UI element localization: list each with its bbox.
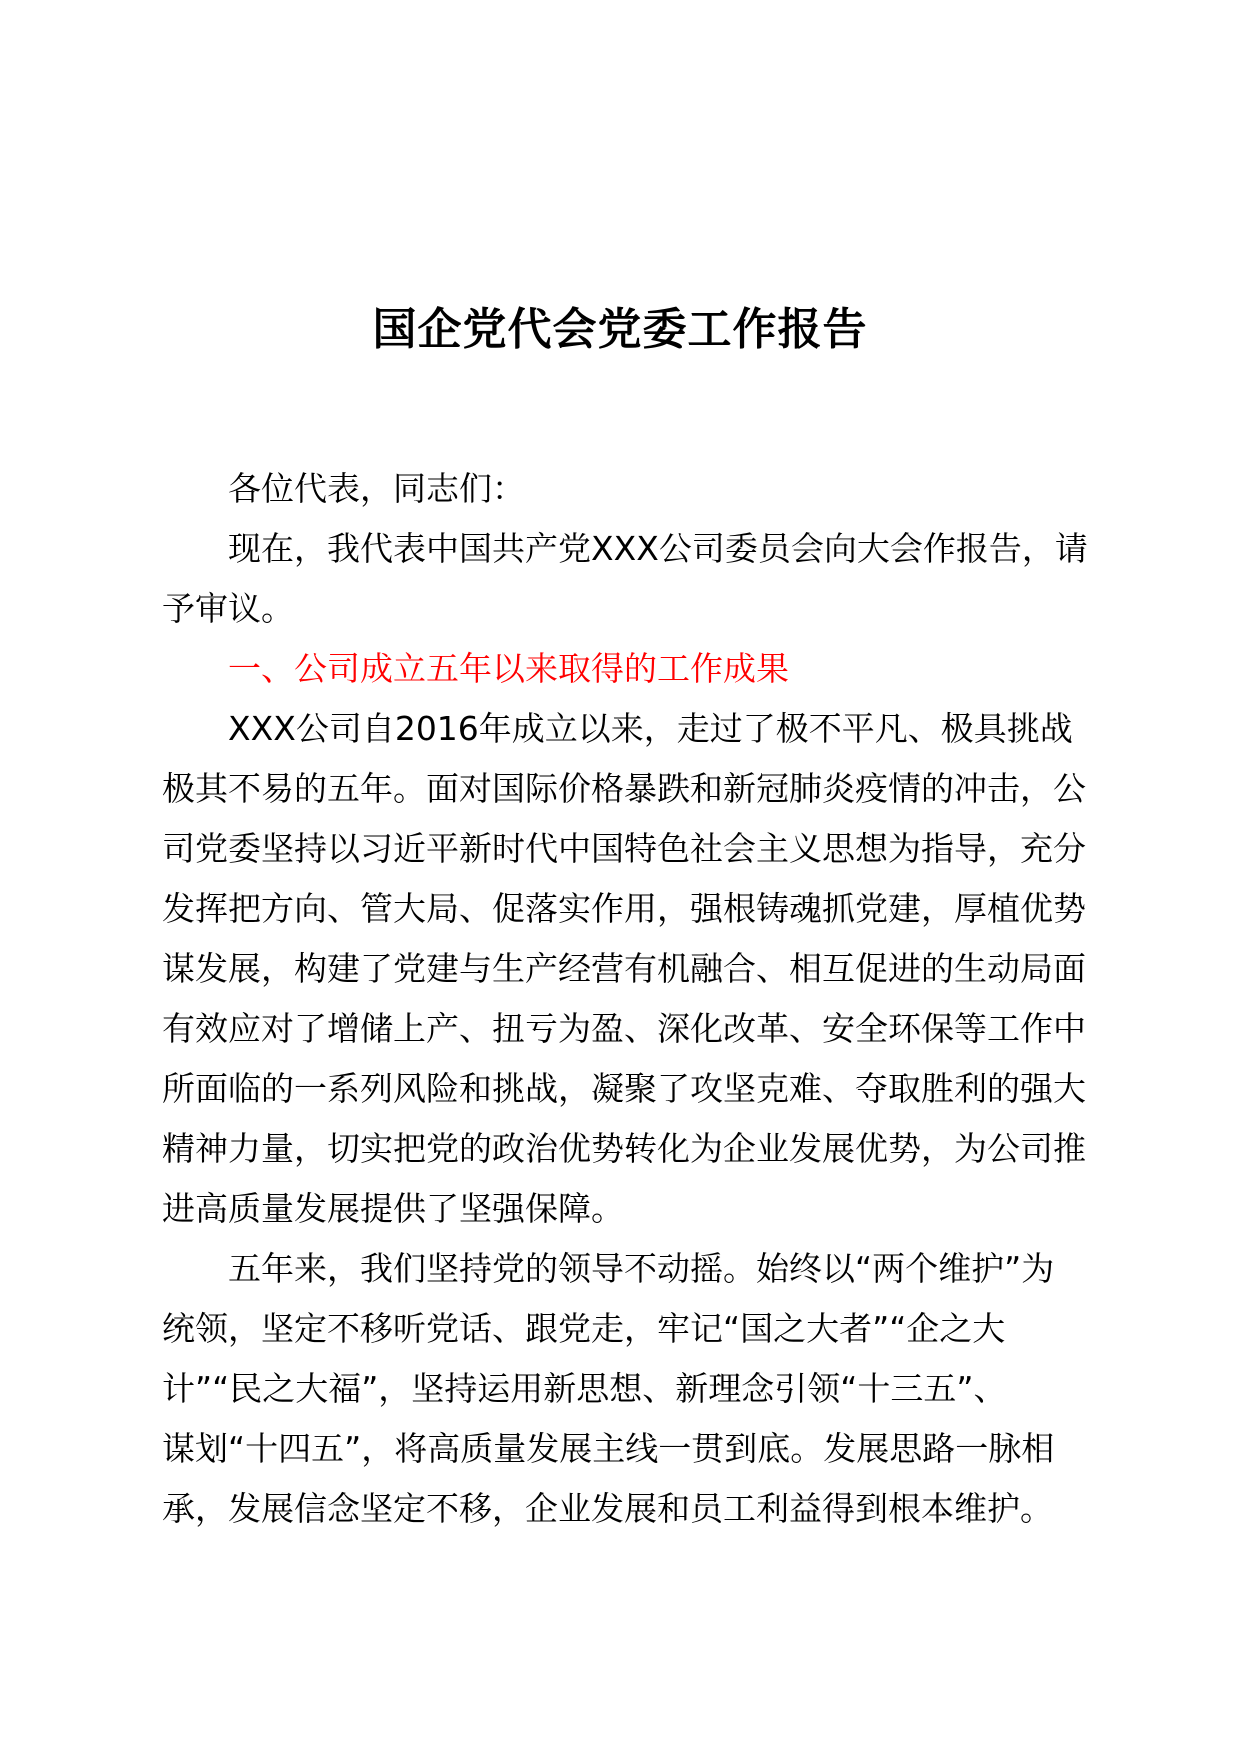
paragraph-line: 谋划“十四五”，将高质量发展主线一贯到底。发展思路一脉相 <box>162 1429 1055 1468</box>
greeting-line: 各位代表，同志们： <box>228 469 525 508</box>
paragraph-line: 所面临的一系列风险和挑战，凝聚了攻坚克难、夺取胜利的强大 <box>162 1069 1086 1108</box>
paragraph-line: XXX公司自2016年成立以来，走过了极不平凡、极具挑战 <box>228 709 1073 748</box>
intro-line: 予审议。 <box>162 589 294 628</box>
intro-line: 现在，我代表中国共产党XXX公司委员会向大会作报告，请 <box>228 529 1088 568</box>
paragraph-line: 有效应对了增储上产、扭亏为盈、深化改革、安全环保等工作中 <box>162 1009 1086 1048</box>
paragraph-line: 进高质量发展提供了坚强保障。 <box>162 1189 624 1228</box>
paragraph-line: 承，发展信念坚定不移，企业发展和员工利益得到根本维护。 <box>162 1489 1053 1528</box>
paragraph-line: 五年来，我们坚持党的领导不动摇。始终以“两个维护”为 <box>228 1249 1055 1288</box>
paragraph-line: 谋发展，构建了党建与生产经营有机融合、相互促进的生动局面 <box>162 949 1086 988</box>
document-title: 国企党代会党委工作报告 <box>372 304 868 355</box>
paragraph-line: 统领，坚定不移听党话、跟党走，牢记“国之大者”“企之大 <box>162 1309 1006 1348</box>
paragraph-line: 精神力量，切实把党的政治优势转化为企业发展优势，为公司推 <box>162 1129 1086 1168</box>
paragraph-line: 计”“民之大福”，坚持运用新思想、新理念引领“十三五”、 <box>162 1369 1007 1408</box>
section-heading: 一、公司成立五年以来取得的工作成果 <box>228 649 789 688</box>
paragraph-line: 极其不易的五年。面对国际价格暴跌和新冠肺炎疫情的冲击，公 <box>162 769 1086 808</box>
paragraph-line: 司党委坚持以习近平新时代中国特色社会主义思想为指导，充分 <box>162 829 1086 868</box>
document-body <box>162 459 1096 1539</box>
paragraph-line: 发挥把方向、管大局、促落实作用，强根铸魂抓党建，厚植优势 <box>162 889 1086 928</box>
